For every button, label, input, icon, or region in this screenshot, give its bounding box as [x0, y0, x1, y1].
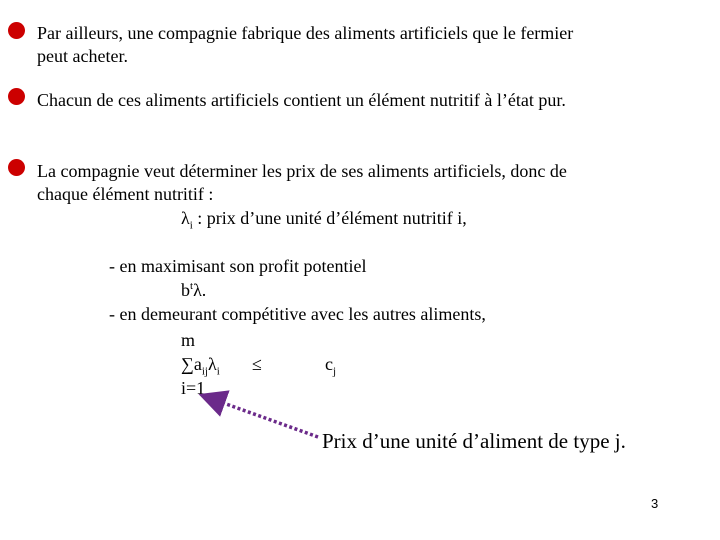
cost-c: c	[325, 354, 333, 374]
leq-sign: ≤	[252, 354, 262, 374]
objective-line: - en maximisant son profit potentiel	[109, 256, 367, 276]
lambda-symbol: λ	[181, 208, 190, 228]
sum-lambda: λ	[207, 354, 217, 374]
constraint-line: - en demeurant compétitive avec les autres aliments,	[109, 304, 486, 324]
sum-upper-limit: m	[181, 330, 196, 350]
cost-subscript: j	[333, 365, 337, 378]
sum-symbol: ∑a	[181, 354, 202, 374]
objective-b: b	[181, 280, 190, 300]
page-number: 3	[651, 496, 659, 511]
objective-lambda: λ.	[193, 280, 207, 300]
sum-lambda-subscript: i	[216, 365, 220, 378]
objective-transpose: t	[190, 280, 194, 292]
bullet-text-3: La compagnie veut déterminer les prix de ses aliments artificiels, donc de chaque élément nutritif :	[37, 161, 567, 204]
bullet-text-1: Par ailleurs, une compagnie fabrique des aliments artificiels que le fermier peut acheter.	[37, 23, 574, 66]
annotation-text: Prix d’une unité d’aliment de type j.	[322, 429, 626, 453]
arrow-line	[215, 400, 318, 437]
sum-subscript: ij	[201, 365, 208, 378]
lambda-definition-text: : prix d’une unité d’élément nutritif i,	[192, 208, 467, 228]
bullet-text-2: Chacun de ces aliments artificiels contient un élément nutritif à l’état pur.	[37, 90, 566, 110]
sum-lower-limit: i=1	[181, 378, 206, 398]
lambda-subscript: i	[189, 219, 193, 232]
